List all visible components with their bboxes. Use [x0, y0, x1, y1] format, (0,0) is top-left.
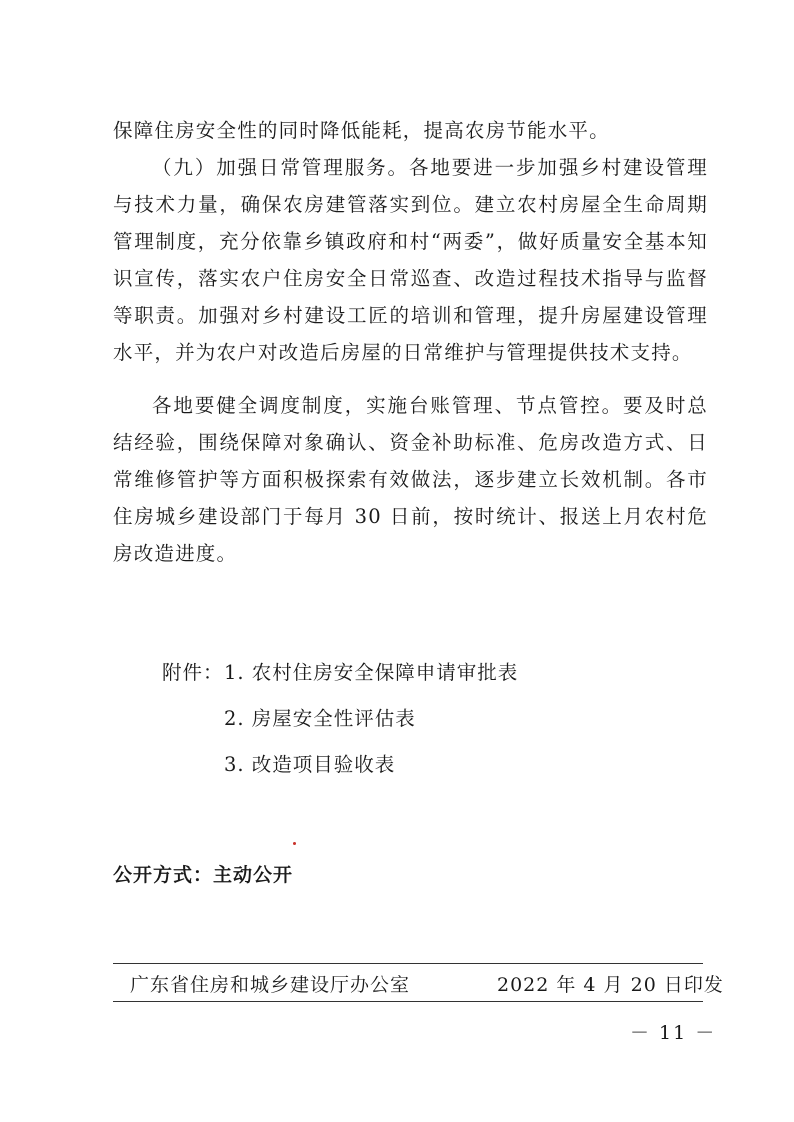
attachments-list: [162, 650, 518, 788]
paragraph-2: [113, 149, 708, 371]
disclosure-method: 公开方式：主动公开: [113, 864, 294, 886]
section-heading-9: （九）加强日常管理服务。: [152, 156, 409, 179]
issue-date: 2022 年 4 月 20 日印发: [497, 974, 724, 996]
footer-top-rule: [113, 963, 703, 964]
attachment-row: [162, 696, 518, 742]
paragraph-3: 各地要健全调度制度，实施台账管理、节点管控。要及时总结经验，围绕保障对象确认、资金补助标准、危房改造方式、日常维修管护等方面积极探索有效做法，逐步建立长效机制。各市住房城乡建设部门于每月 30 日前，按时统计、报送上月农村危房改造进度。: [113, 394, 708, 565]
issuer-office: 广东省住房和城乡建设厅办公室: [130, 974, 411, 996]
attachment-item-3: 3. 改造项目验收表: [224, 753, 396, 776]
paragraph-2-text: 各地要进一步加强乡村建设管理与技术力量，确保农房建管落实到位。建立农村房屋全生命周期管理制度，充分依靠乡镇政府和村“两委”，做好质量安全基本知识宣传，落实农户住房安全日常巡查、改造过程技术指导与监督等职责。加强对乡村建设工匠的培训和管理，提升房屋建设管理水平，并为农户对改造后房屋的日常维护与管理提供技术支持。: [113, 156, 708, 364]
attachment-row: [162, 650, 518, 696]
paragraph-gap: [113, 371, 708, 387]
attachments-label: 附件：: [162, 661, 224, 684]
paragraph-1: 保障住房安全性的同时降低能耗，提高农房节能水平。: [113, 119, 610, 142]
attachment-item-2: 2. 房屋安全性评估表: [224, 707, 416, 730]
footer-bottom-rule: [113, 1001, 703, 1002]
ink-dot: [293, 842, 296, 845]
page-number: － 11 －: [630, 1022, 717, 1044]
attachment-item-1: 1. 农村住房安全保障申请审批表: [224, 661, 519, 684]
attachment-row: [162, 742, 518, 788]
body-text: [113, 112, 708, 572]
